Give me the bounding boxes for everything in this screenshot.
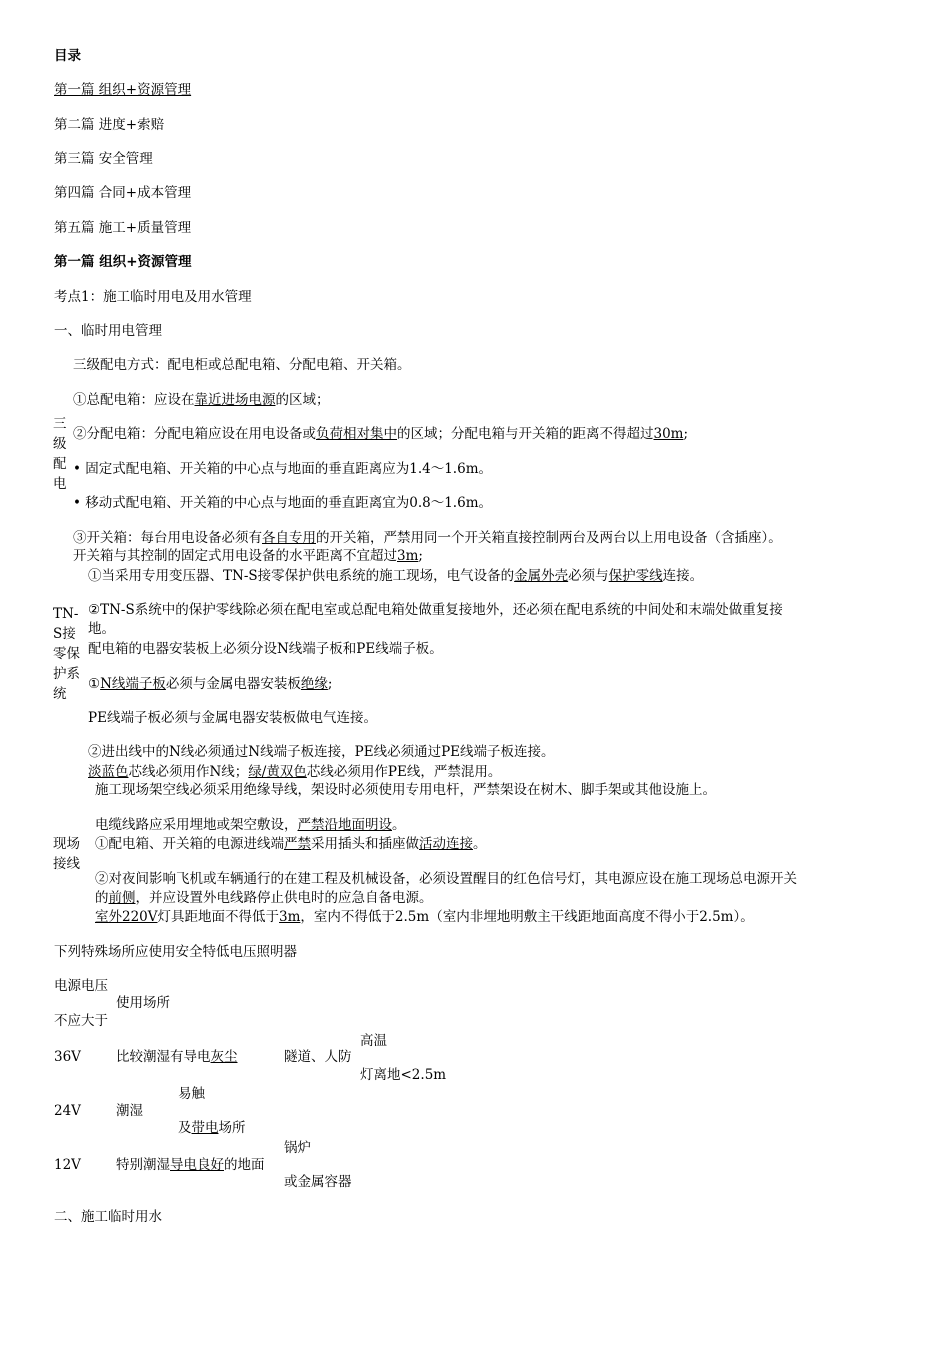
tns-line-2a: ②TN-S系统中的保护零线除必须在配电室或总配电箱处做重复接地外，还必须在配电系统的中间处和末端处做重复接 — [88, 602, 783, 618]
tns-label: TN-S接零保护系统 — [53, 606, 80, 702]
switch-box-distance: 开关箱与其控制的固定式用电设备的水平距离不宜超过3m; — [73, 548, 423, 564]
tns-line-3: 配电箱的电器安装板上必须分设N线端子板和PE线端子板。 — [88, 641, 443, 657]
sv-12v-place-b2: 或金属容器 — [284, 1174, 352, 1190]
main-box-rule: ①总配电箱：应设在靠近进场电源的区域； — [73, 392, 330, 408]
sv-36v-place-b: 隧道、人防 — [284, 1049, 352, 1065]
mobile-box-height: • 移动式配电箱、开关箱的中心点与地面的垂直距离宜为0.8～1.6m。 — [73, 495, 492, 511]
switch-box-rule: ③开关箱：每台用电设备必须有各自专用的开关箱，严禁用同一个开关箱直接控制两台及两台以上用电设备（含插座）。 — [73, 530, 782, 546]
tns-line-2b: 地。 — [88, 621, 115, 637]
tns-line-1: ①当采用专用变压器、TN-S接零保护供电系统的施工现场，电气设备的金属外壳必须与保护零线连接。 — [88, 568, 704, 584]
sv-header-voltage-1: 电源电压 — [54, 978, 108, 994]
sv-12v-voltage: 12V — [54, 1157, 81, 1173]
wiring-line-4a: ②对夜间影响飞机或车辆通行的在建工程及机械设备，必须设置醒目的红色信号灯，其电源应设在施工现场总电源开关 — [95, 871, 797, 887]
sv-24v-place-b2: 及带电场所 — [178, 1120, 246, 1136]
wiring-line-3: ①配电箱、开关箱的电源进线端严禁采用插头和插座做活动连接。 — [95, 836, 487, 852]
toc-item-5: 第五篇 施工+质量管理 — [54, 220, 192, 236]
sv-36v-place-a: 比较潮湿有导电灰尘 — [116, 1049, 238, 1065]
point1-heading: 考点1：施工临时用电及用水管理 — [54, 289, 252, 305]
wiring-line-1: 施工现场架空线必须采用绝缘导线，架设时必须使用专用电杆，严禁架设在树木、脚手架或其他设施上。 — [95, 782, 716, 798]
sv-12v-place-b1: 锅炉 — [284, 1140, 311, 1156]
tns-line-7: 淡蓝色芯线必须用作N线；绿/黄双色芯线必须用作PE线，严禁混用。 — [88, 764, 502, 780]
section1-heading: 一、临时用电管理 — [54, 323, 162, 339]
tns-line-4: ①N线端子板必须与金属电器安装板绝缘; — [88, 676, 333, 692]
sv-36v-voltage: 36V — [54, 1049, 81, 1065]
section2-heading: 二、施工临时用水 — [54, 1209, 162, 1225]
wiring-line-2: 电缆线路应采用埋地或架空敷设，严禁沿地面明设。 — [95, 817, 406, 833]
wiring-label: 现场接线 — [53, 836, 80, 872]
sv-36v-place-c1: 高温 — [360, 1033, 387, 1049]
sv-12v-place-a: 特别潮湿导电良好的地面 — [116, 1157, 265, 1173]
toc-item-1[interactable]: 第一篇 组织+资源管理 — [54, 82, 192, 98]
fixed-box-height: • 固定式配电箱、开关箱的中心点与地面的垂直距离应为1.4～1.6m。 — [73, 461, 492, 477]
tns-line-5: PE线端子板必须与金属电器安装板做电气连接。 — [88, 710, 377, 726]
toc-item-2: 第二篇 进度+索赔 — [54, 117, 165, 133]
sv-36v-place-c2: 灯离地<2.5m — [360, 1067, 447, 1083]
sv-24v-place-a: 潮湿 — [116, 1103, 143, 1119]
toc-title: 目录 — [54, 48, 81, 64]
sv-24v-place-b1: 易触 — [178, 1086, 205, 1102]
wiring-line-5: 室外220V灯具距地面不得低于3m，室内不得低于2.5m（室内非埋地明敷主干线距地面高度不得小于2.5m）。 — [95, 909, 754, 925]
sv-header-place: 使用场所 — [116, 995, 170, 1011]
toc-item-4: 第四篇 合同+成本管理 — [54, 185, 192, 201]
tns-line-6: ②进出线中的N线必须通过N线端子板连接，PE线必须通过PE线端子板连接。 — [88, 744, 555, 760]
sub-box-rule: ②分配电箱：分配电箱应设在用电设备或负荷相对集中的区域；分配电箱与开关箱的距离不得超过30m; — [73, 426, 689, 442]
sv-24v-voltage: 24V — [54, 1103, 81, 1119]
toc-item-3: 第三篇 安全管理 — [54, 151, 153, 167]
three-level-intro: 三级配电方式：配电柜或总配电箱、分配电箱、开关箱。 — [73, 357, 411, 373]
part1-title: 第一篇 组织+资源管理 — [54, 254, 192, 270]
wiring-line-4b: 的前侧，并应设置外电线路停止供电时的应急自备电源。 — [95, 890, 433, 906]
sv-header-voltage-2: 不应大于 — [54, 1013, 108, 1029]
three-level-label: 三级配电 — [53, 416, 67, 492]
safety-voltage-title: 下列特殊场所应使用安全特低电压照明器 — [54, 944, 297, 960]
